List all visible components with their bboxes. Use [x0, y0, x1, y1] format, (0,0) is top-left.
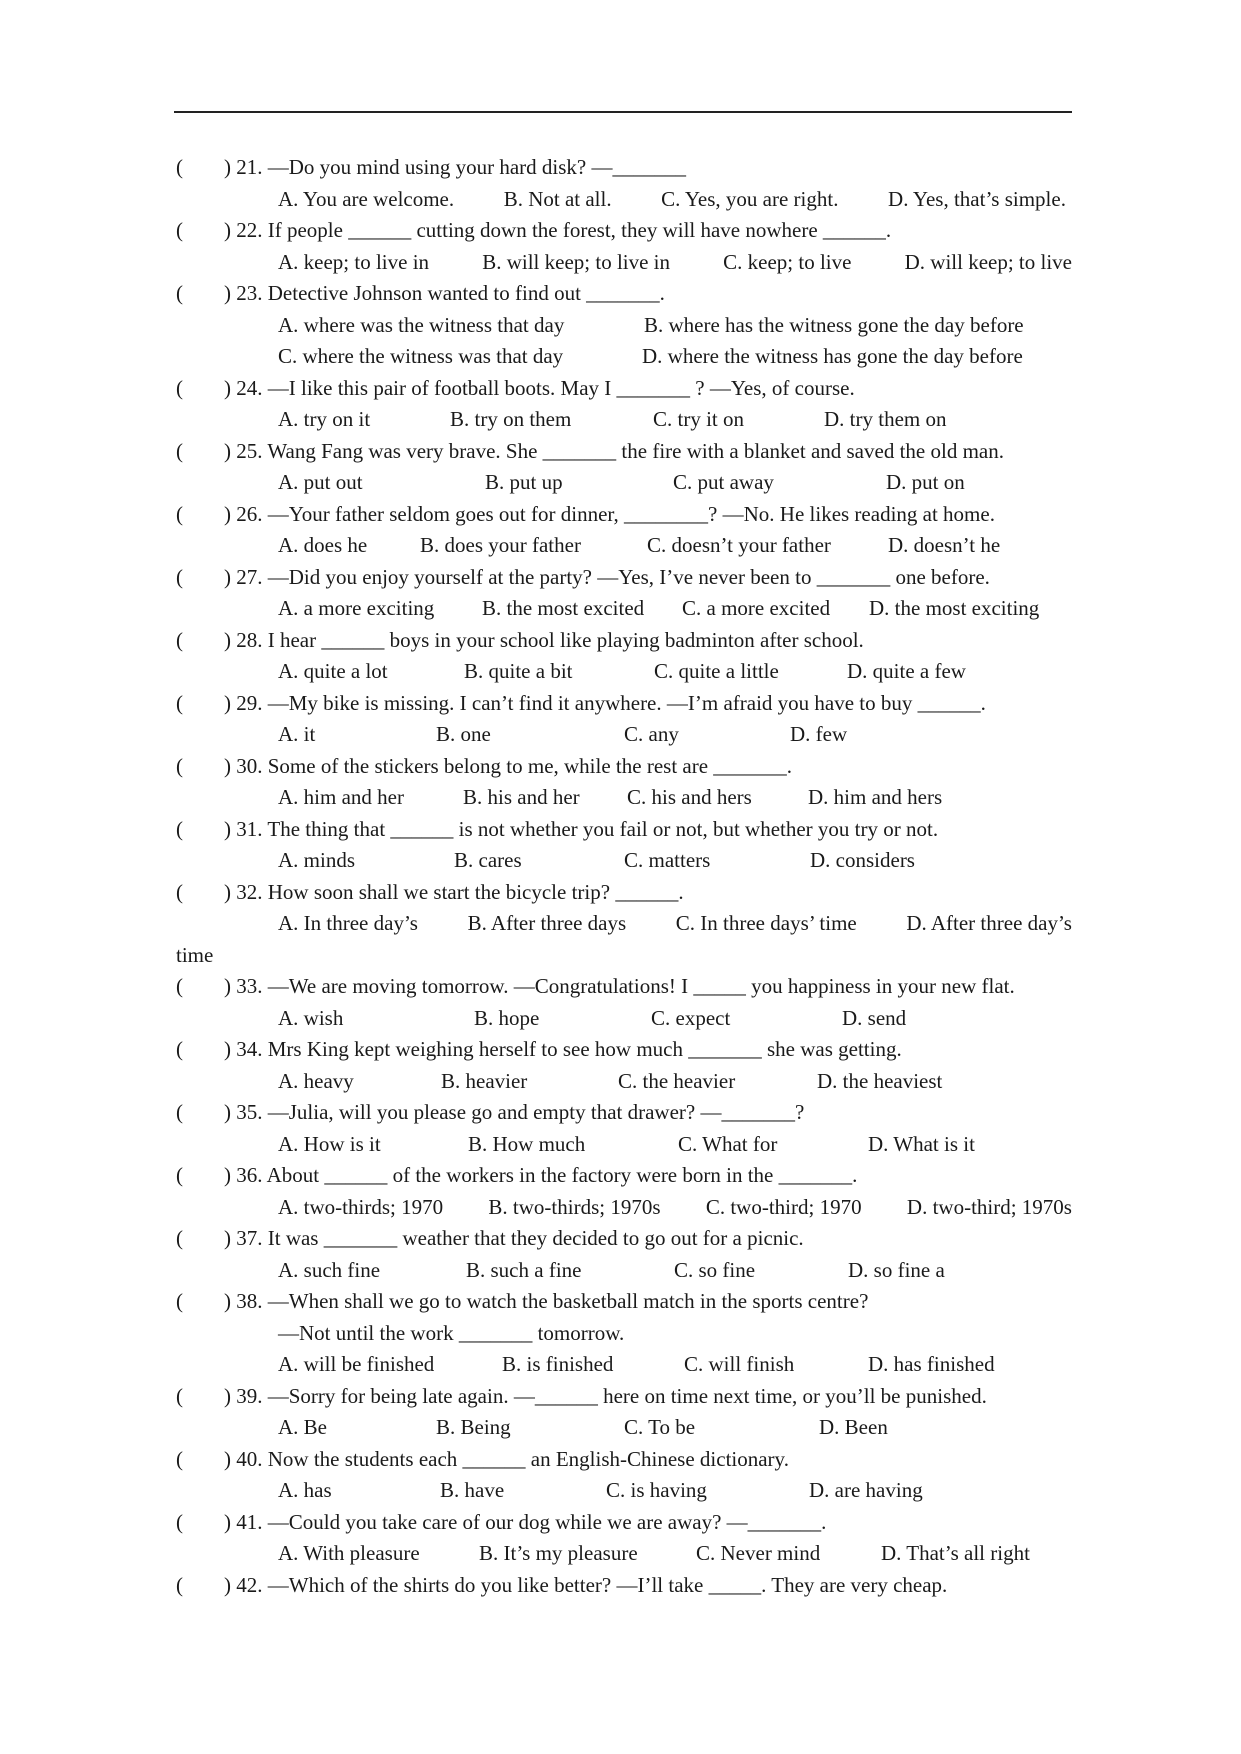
option-b[interactable]: B. hope: [474, 1005, 540, 1030]
option-c[interactable]: C. the heavier: [618, 1068, 736, 1093]
option-a[interactable]: A. wish: [278, 1005, 344, 1030]
option-a[interactable]: A. such fine: [278, 1257, 381, 1282]
option-c[interactable]: C. quite a little: [654, 659, 779, 683]
option-b[interactable]: B. is finished: [502, 1352, 614, 1376]
option-row: [176, 593, 1076, 625]
question-stem: [176, 688, 1076, 720]
answer-paren[interactable]: (: [176, 753, 183, 778]
option-c[interactable]: C. his and hers: [627, 785, 752, 809]
option-d[interactable]: D. few: [790, 722, 848, 746]
option-d-tail: time: [176, 942, 214, 967]
question-stem: [176, 436, 1076, 468]
stem-text: ) 42. —Which of the shirts do you like better? —I’ll take _____. They are very cheap.: [224, 1572, 948, 1597]
option-d[interactable]: D. the heaviest: [817, 1068, 943, 1093]
question-stem: [176, 152, 1076, 184]
answer-paren[interactable]: (: [176, 690, 183, 715]
question-stem: [176, 215, 1076, 247]
answer-paren[interactable]: (: [176, 1383, 183, 1408]
stem-text: ) 36. About ______ of the workers in the factory were born in the _______.: [224, 1163, 858, 1187]
option-d[interactable]: D. After three day’s: [906, 911, 1072, 935]
option-row: [176, 782, 1076, 814]
question-stem: [176, 1381, 1076, 1413]
stem-text: ) 33. —We are moving tomorrow. —Congratulations! I _____ you happiness in your new flat.: [224, 974, 1015, 998]
option-d[interactable]: D. send: [842, 1005, 907, 1030]
option-b[interactable]: B. After three days: [467, 911, 627, 935]
question-stem: [176, 562, 1076, 594]
stem-text: ) 29. —My bike is missing. I can’t find it anywhere. —I’m afraid you have to buy ______.: [224, 690, 986, 715]
option-d[interactable]: D. doesn’t he: [888, 533, 1001, 557]
option-a[interactable]: A. will be finished: [278, 1352, 435, 1376]
option-a[interactable]: A. put out: [278, 470, 363, 494]
option-row: [176, 1349, 1076, 1381]
question-stem: [176, 625, 1076, 657]
option-row: [176, 908, 1076, 940]
option-b[interactable]: B. does your father: [420, 533, 581, 557]
option-d[interactable]: D. Been: [819, 1415, 888, 1439]
option-row: [176, 247, 1076, 279]
option-c[interactable]: C. To be: [624, 1415, 696, 1439]
option-c[interactable]: C. matters: [624, 848, 711, 872]
answer-paren[interactable]: (: [176, 564, 183, 589]
option-b[interactable]: B. cares: [454, 848, 522, 872]
answer-paren[interactable]: (: [176, 155, 183, 179]
option-a[interactable]: A. Be: [278, 1415, 327, 1439]
option-c[interactable]: C. In three days’ time: [675, 911, 857, 935]
option-b[interactable]: B. such a fine: [466, 1257, 582, 1282]
question-stem: [176, 1507, 1076, 1539]
option-b[interactable]: B. have: [440, 1478, 505, 1502]
stem-text: ) 32. How soon shall we start the bicycle trip? ______.: [224, 879, 684, 904]
answer-paren[interactable]: (: [176, 1509, 183, 1534]
option-c[interactable]: C. is having: [606, 1478, 707, 1502]
stem-continuation-text: —Not until the work _______ tomorrow.: [278, 1320, 625, 1345]
option-b[interactable]: B. one: [436, 722, 491, 746]
option-c[interactable]: C. Never mind: [696, 1541, 821, 1565]
option-c[interactable]: C. keep; to live: [723, 249, 852, 274]
question-stem: [176, 751, 1076, 783]
option-c[interactable]: C. doesn’t your father: [647, 533, 831, 557]
option-c[interactable]: C. try it on: [653, 407, 745, 431]
stem-text: ) 27. —Did you enjoy yourself at the party? —Yes, I’ve never been to _______ one before.: [224, 564, 990, 589]
question-stem: [176, 877, 1076, 909]
stem-text: ) 25. Wang Fang was very brave. She _______ the fire with a blanket and saved the old man.: [224, 438, 1004, 463]
option-a[interactable]: A. keep; to live in: [278, 249, 430, 274]
question-stem: [176, 1444, 1076, 1476]
question-stem: [176, 373, 1076, 405]
option-a[interactable]: A. a more exciting: [278, 596, 435, 620]
option-b[interactable]: B. his and her: [463, 785, 580, 809]
option-row: [176, 845, 1076, 877]
option-a[interactable]: A. heavy: [278, 1068, 354, 1093]
answer-paren[interactable]: (: [176, 501, 183, 526]
answer-paren[interactable]: (: [176, 1446, 183, 1471]
answer-paren[interactable]: (: [176, 1289, 183, 1313]
option-row: [176, 1475, 1076, 1507]
option-c[interactable]: C. What for: [678, 1131, 778, 1156]
answer-paren[interactable]: (: [176, 816, 183, 841]
stem-text: ) 37. It was _______ weather that they decided to go out for a picnic.: [224, 1226, 804, 1250]
option-d[interactable]: D. will keep; to live: [904, 249, 1072, 274]
option-b[interactable]: B. Not at all.: [503, 186, 612, 211]
stem-text: ) 21. —Do you mind using your hard disk? —_______: [224, 155, 686, 179]
option-d[interactable]: D. considers: [810, 848, 915, 872]
option-b[interactable]: B. quite a bit: [464, 659, 573, 683]
answer-paren[interactable]: (: [176, 375, 183, 400]
option-a[interactable]: A. it: [278, 722, 316, 746]
option-d[interactable]: D. where the witness has gone the day before: [642, 344, 1023, 368]
option-a[interactable]: A. minds: [278, 848, 356, 872]
option-a[interactable]: A. has: [278, 1478, 332, 1502]
option-a[interactable]: A. where was the witness that day: [278, 312, 565, 337]
stem-text: ) 39. —Sorry for being late again. —______ here on time next time, or you’ll be punished.: [224, 1383, 987, 1408]
option-d[interactable]: D. are having: [809, 1478, 923, 1502]
stem-text: ) 30. Some of the stickers belong to me, while the rest are _______.: [224, 753, 793, 778]
option-c[interactable]: C. two-third; 1970: [705, 1194, 862, 1219]
option-row: [176, 530, 1076, 562]
option-d[interactable]: D. quite a few: [847, 659, 966, 683]
option-d[interactable]: D. so fine a: [848, 1257, 945, 1282]
question-stem: [176, 1034, 1076, 1066]
answer-paren[interactable]: (: [176, 879, 183, 904]
answer-paren[interactable]: (: [176, 218, 183, 242]
option-b[interactable]: B. two-thirds; 1970s: [488, 1194, 661, 1219]
option-row: [176, 341, 1076, 373]
answer-paren[interactable]: (: [176, 1100, 183, 1124]
option-row: [176, 656, 1076, 688]
option-c[interactable]: C. so fine: [674, 1257, 756, 1282]
stem-text: ) 41. —Could you take care of our dog while we are away? —_______.: [224, 1509, 827, 1534]
answer-paren[interactable]: (: [176, 1037, 183, 1061]
stem-text: ) 35. —Julia, will you please go and empty that drawer? —_______?: [224, 1100, 805, 1124]
stem-text: ) 34. Mrs King kept weighing herself to see how much _______ she was getting.: [224, 1037, 902, 1061]
option-row: [176, 719, 1076, 751]
option-a[interactable]: A. does he: [278, 533, 368, 557]
stem-text: ) 31. The thing that ______ is not whether you fail or not, but whether you try or not.: [224, 816, 939, 841]
option-d[interactable]: D. That’s all right: [881, 1541, 1030, 1565]
option-b[interactable]: B. put up: [485, 470, 563, 494]
option-a[interactable]: A. With pleasure: [278, 1541, 420, 1565]
option-d[interactable]: D. put on: [886, 470, 965, 494]
question-stem: [176, 1570, 1076, 1602]
option-a[interactable]: A. two-thirds; 1970: [278, 1194, 444, 1219]
stem-text: ) 40. Now the students each ______ an English-Chinese dictionary.: [224, 1446, 789, 1471]
stem-text: ) 28. I hear ______ boys in your school like playing badminton after school.: [224, 627, 864, 652]
option-b[interactable]: B. It’s my pleasure: [479, 1541, 638, 1565]
stem-text: ) 23. Detective Johnson wanted to find out _______.: [224, 281, 665, 305]
option-d[interactable]: D. him and hers: [808, 785, 943, 809]
option-c[interactable]: C. any: [624, 722, 679, 746]
option-row: [176, 184, 1076, 216]
option-a[interactable]: A. How is it: [278, 1131, 381, 1156]
option-d[interactable]: D. try them on: [824, 407, 947, 431]
option-d[interactable]: D. Yes, that’s simple.: [888, 186, 1066, 211]
option-row: [176, 467, 1076, 499]
option-b[interactable]: B. How much: [468, 1131, 586, 1156]
question-stem: [176, 278, 1076, 310]
option-d[interactable]: D. What is it: [868, 1131, 975, 1156]
stem-text: ) 26. —Your father seldom goes out for dinner, ________? —No. He likes reading at home.: [224, 501, 995, 526]
question-stem: [176, 971, 1076, 1003]
option-c[interactable]: C. Yes, you are right.: [661, 186, 839, 211]
stem-text: ) 38. —When shall we go to watch the basketball match in the sports centre?: [224, 1289, 869, 1313]
option-row: [176, 404, 1076, 436]
option-b[interactable]: B. Being: [436, 1415, 511, 1439]
option-a[interactable]: A. him and her: [278, 785, 404, 809]
option-row: [176, 1412, 1076, 1444]
option-d[interactable]: D. the most exciting: [869, 596, 1040, 620]
question-stem: [176, 1223, 1076, 1255]
option-a[interactable]: A. In three day’s: [278, 911, 418, 935]
answer-paren[interactable]: (: [176, 281, 183, 305]
stem-text: ) 22. If people ______ cutting down the forest, they will have nowhere ______.: [224, 218, 892, 242]
option-b[interactable]: B. heavier: [441, 1068, 528, 1093]
option-row: [176, 1066, 1076, 1098]
answer-paren[interactable]: (: [176, 438, 183, 463]
answer-paren[interactable]: (: [176, 1572, 183, 1597]
question-stem: [176, 1286, 1076, 1318]
option-a[interactable]: A. You are welcome.: [278, 186, 455, 211]
question-stem: [176, 814, 1076, 846]
option-a[interactable]: A. try on it: [278, 407, 371, 431]
option-c[interactable]: C. will finish: [684, 1352, 795, 1376]
option-b[interactable]: B. where has the witness gone the day before: [644, 312, 1024, 337]
option-c[interactable]: C. put away: [673, 470, 774, 494]
answer-paren[interactable]: (: [176, 974, 183, 998]
option-a[interactable]: A. quite a lot: [278, 659, 388, 683]
question-stem: [176, 499, 1076, 531]
option-row-wrap: [176, 940, 1076, 972]
option-d[interactable]: D. two-third; 1970s: [906, 1194, 1072, 1219]
answer-paren[interactable]: (: [176, 1226, 183, 1250]
option-b[interactable]: B. try on them: [450, 407, 572, 431]
answer-paren[interactable]: (: [176, 627, 183, 652]
option-row: [176, 1192, 1076, 1224]
header-rule: [174, 111, 1072, 113]
option-b[interactable]: B. the most excited: [482, 596, 645, 620]
option-c[interactable]: C. a more excited: [682, 596, 831, 620]
answer-paren[interactable]: (: [176, 1163, 183, 1187]
stem-text: ) 24. —I like this pair of football boots. May I _______ ? —Yes, of course.: [224, 375, 855, 400]
option-row: [176, 1003, 1076, 1035]
question-stem: [176, 1097, 1076, 1129]
option-d[interactable]: D. has finished: [868, 1352, 995, 1376]
question-stem: [176, 1160, 1076, 1192]
option-b[interactable]: B. will keep; to live in: [482, 249, 671, 274]
option-row: [176, 1538, 1076, 1570]
option-c[interactable]: C. where the witness was that day: [278, 344, 564, 368]
option-c[interactable]: C. expect: [651, 1005, 731, 1030]
question-stem-continuation: [176, 1318, 1076, 1350]
question-list: [176, 152, 1076, 1601]
option-row: [176, 1255, 1076, 1287]
option-row: [176, 1129, 1076, 1161]
option-row: [176, 310, 1076, 342]
